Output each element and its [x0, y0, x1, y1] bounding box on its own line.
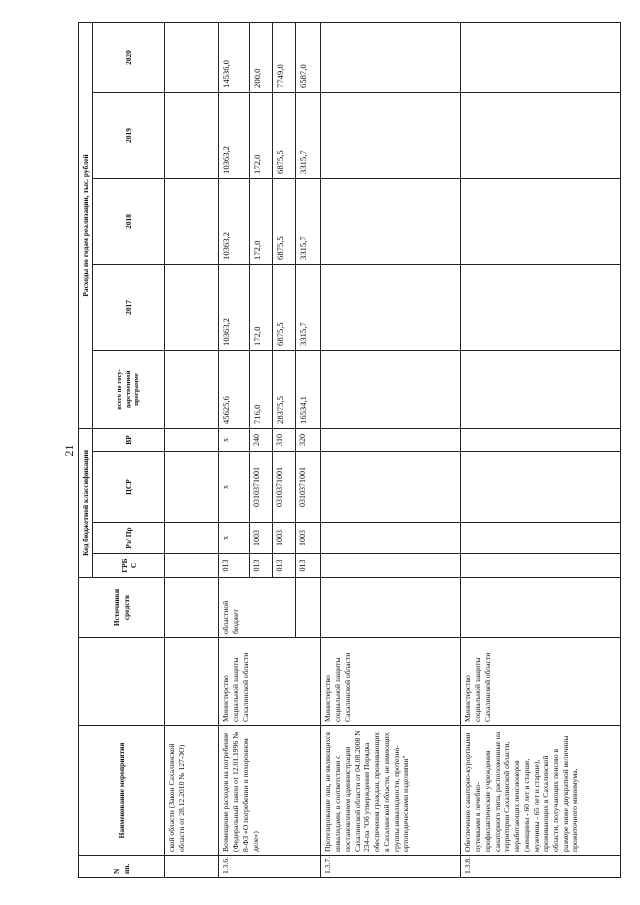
table-row-continuation — [165, 22, 219, 877]
cell-2017: 10363,2 — [219, 264, 250, 350]
cell-2018: 6875,5 — [273, 178, 296, 264]
program-table — [78, 22, 621, 878]
header-executor — [79, 638, 165, 726]
cell-2020: 200,0 — [250, 22, 273, 92]
item-executor: Министерство социальной защиты Сахалинской области — [321, 638, 461, 726]
header-2018: 2018 — [93, 178, 165, 264]
table-row-1-3-7 — [321, 22, 461, 877]
cell-rzpr: 1003 — [273, 523, 296, 554]
cell-grbs: 013 — [273, 554, 296, 578]
cell-csr: 0310371001 — [250, 452, 273, 523]
cell-csr: 0310371001 — [273, 452, 296, 523]
cell-2017: 3315,7 — [296, 264, 321, 350]
cell-n — [165, 856, 219, 878]
cell-grbs: 013 — [250, 554, 273, 578]
header-2020: 2020 — [93, 22, 165, 92]
header-n: N пп. — [79, 856, 165, 878]
cell-csr: x — [219, 452, 250, 523]
item-number: 1.3.7. — [321, 856, 461, 878]
cell-grbs: 013 — [296, 554, 321, 578]
cell-rzpr: 1003 — [296, 523, 321, 554]
header-csr: ЦСР — [93, 452, 165, 523]
cell-2018: 10363,2 — [219, 178, 250, 264]
table-row-1-3-8 — [461, 22, 621, 877]
rotated-content — [58, 23, 623, 878]
item-name: Возмещение расходов на погребение (Федеральный закон от 12.01.1996 № 8-ФЗ «О погребении и похоронном деле») — [219, 726, 321, 856]
cell-2018: 172,0 — [250, 178, 273, 264]
header-kbk: Код бюджетной классификации — [79, 428, 93, 577]
header-vr: ВР — [93, 428, 165, 451]
cell-total: 28375,5 — [273, 350, 296, 428]
cell-2017: 6875,5 — [273, 264, 296, 350]
cell-2020: 6587,0 — [296, 22, 321, 92]
cell-2019: 6875,5 — [273, 92, 296, 178]
cell-2019: 10363,2 — [219, 92, 250, 178]
item-name: Протезирование лиц, не являющихся инвалидами, в соответствии с постановлением администрации Сахалинской области от 04.08.2008 N 234-па "Об утверждении Порядка обеспечения граждан, проживающих в Сахалинской области, не имеющих группы инвалидности, протезно-ортопедическими изделиями" — [321, 726, 461, 856]
cell-2020: 14536,0 — [219, 22, 250, 92]
cell-2017: 172,0 — [250, 264, 273, 350]
cell-csr: 0310371001 — [296, 452, 321, 523]
cell-vr: 320 — [296, 428, 321, 451]
cell-total: 716,0 — [250, 350, 273, 428]
cell-2020: 7749,0 — [273, 22, 296, 92]
header-2019: 2019 — [93, 92, 165, 178]
cell-total: 45625,6 — [219, 350, 250, 428]
cell-2019: 172,0 — [250, 92, 273, 178]
header-total: всего по госу- дарственной программе — [93, 350, 165, 428]
item-number: 1.3.6. — [219, 856, 321, 878]
header-row-1 — [79, 22, 93, 877]
cell-rzpr: 1003 — [250, 523, 273, 554]
header-2017: 2017 — [93, 264, 165, 350]
header-rzpr: Рз/ Пр — [93, 523, 165, 554]
item-source: областной бюджет — [219, 578, 296, 638]
item-number: 1.3.8. — [461, 856, 621, 878]
item-executor: Министерство социальной защиты Сахалинской области — [219, 638, 321, 726]
header-name: Наименование мероприятия — [79, 726, 165, 856]
cell-total: 16534,1 — [296, 350, 321, 428]
cell-vr: 240 — [250, 428, 273, 451]
header-expenses: Расходы по годам реализации, тыс. рублей — [79, 22, 93, 428]
header-source: Источники средств — [79, 578, 165, 638]
item-name: Обеспечение санаторно-курортными путевками в лечебно-профилактические учреждения санаторного типа, расположенные на территории Сахалинской области, неработающих пенсионеров (женщины - 60 лет и старше, мужчины - 65 лет и старше), проживающих в Сахалинской области, получающих пенсию в размере ниже двукратной величины прожиточного минимума, — [461, 726, 621, 856]
cell-vr: 310 — [273, 428, 296, 451]
cell-2019: 3315,7 — [296, 92, 321, 178]
cell-rzpr: x — [219, 523, 250, 554]
continuation-text: ской области (Закон Сахалинской области от 28.12.2010 № 127-ЗО) — [165, 726, 219, 856]
cell-vr: x — [219, 428, 250, 451]
table-row-1-3-6 — [219, 22, 250, 877]
page-number: 21 — [62, 444, 76, 457]
item-executor: Министерство социальной защиты Сахалинской области — [461, 638, 621, 726]
cell-2018: 3315,7 — [296, 178, 321, 264]
cell-grbs: 013 — [219, 554, 250, 578]
header-grbs: ГРБ С — [93, 554, 165, 578]
